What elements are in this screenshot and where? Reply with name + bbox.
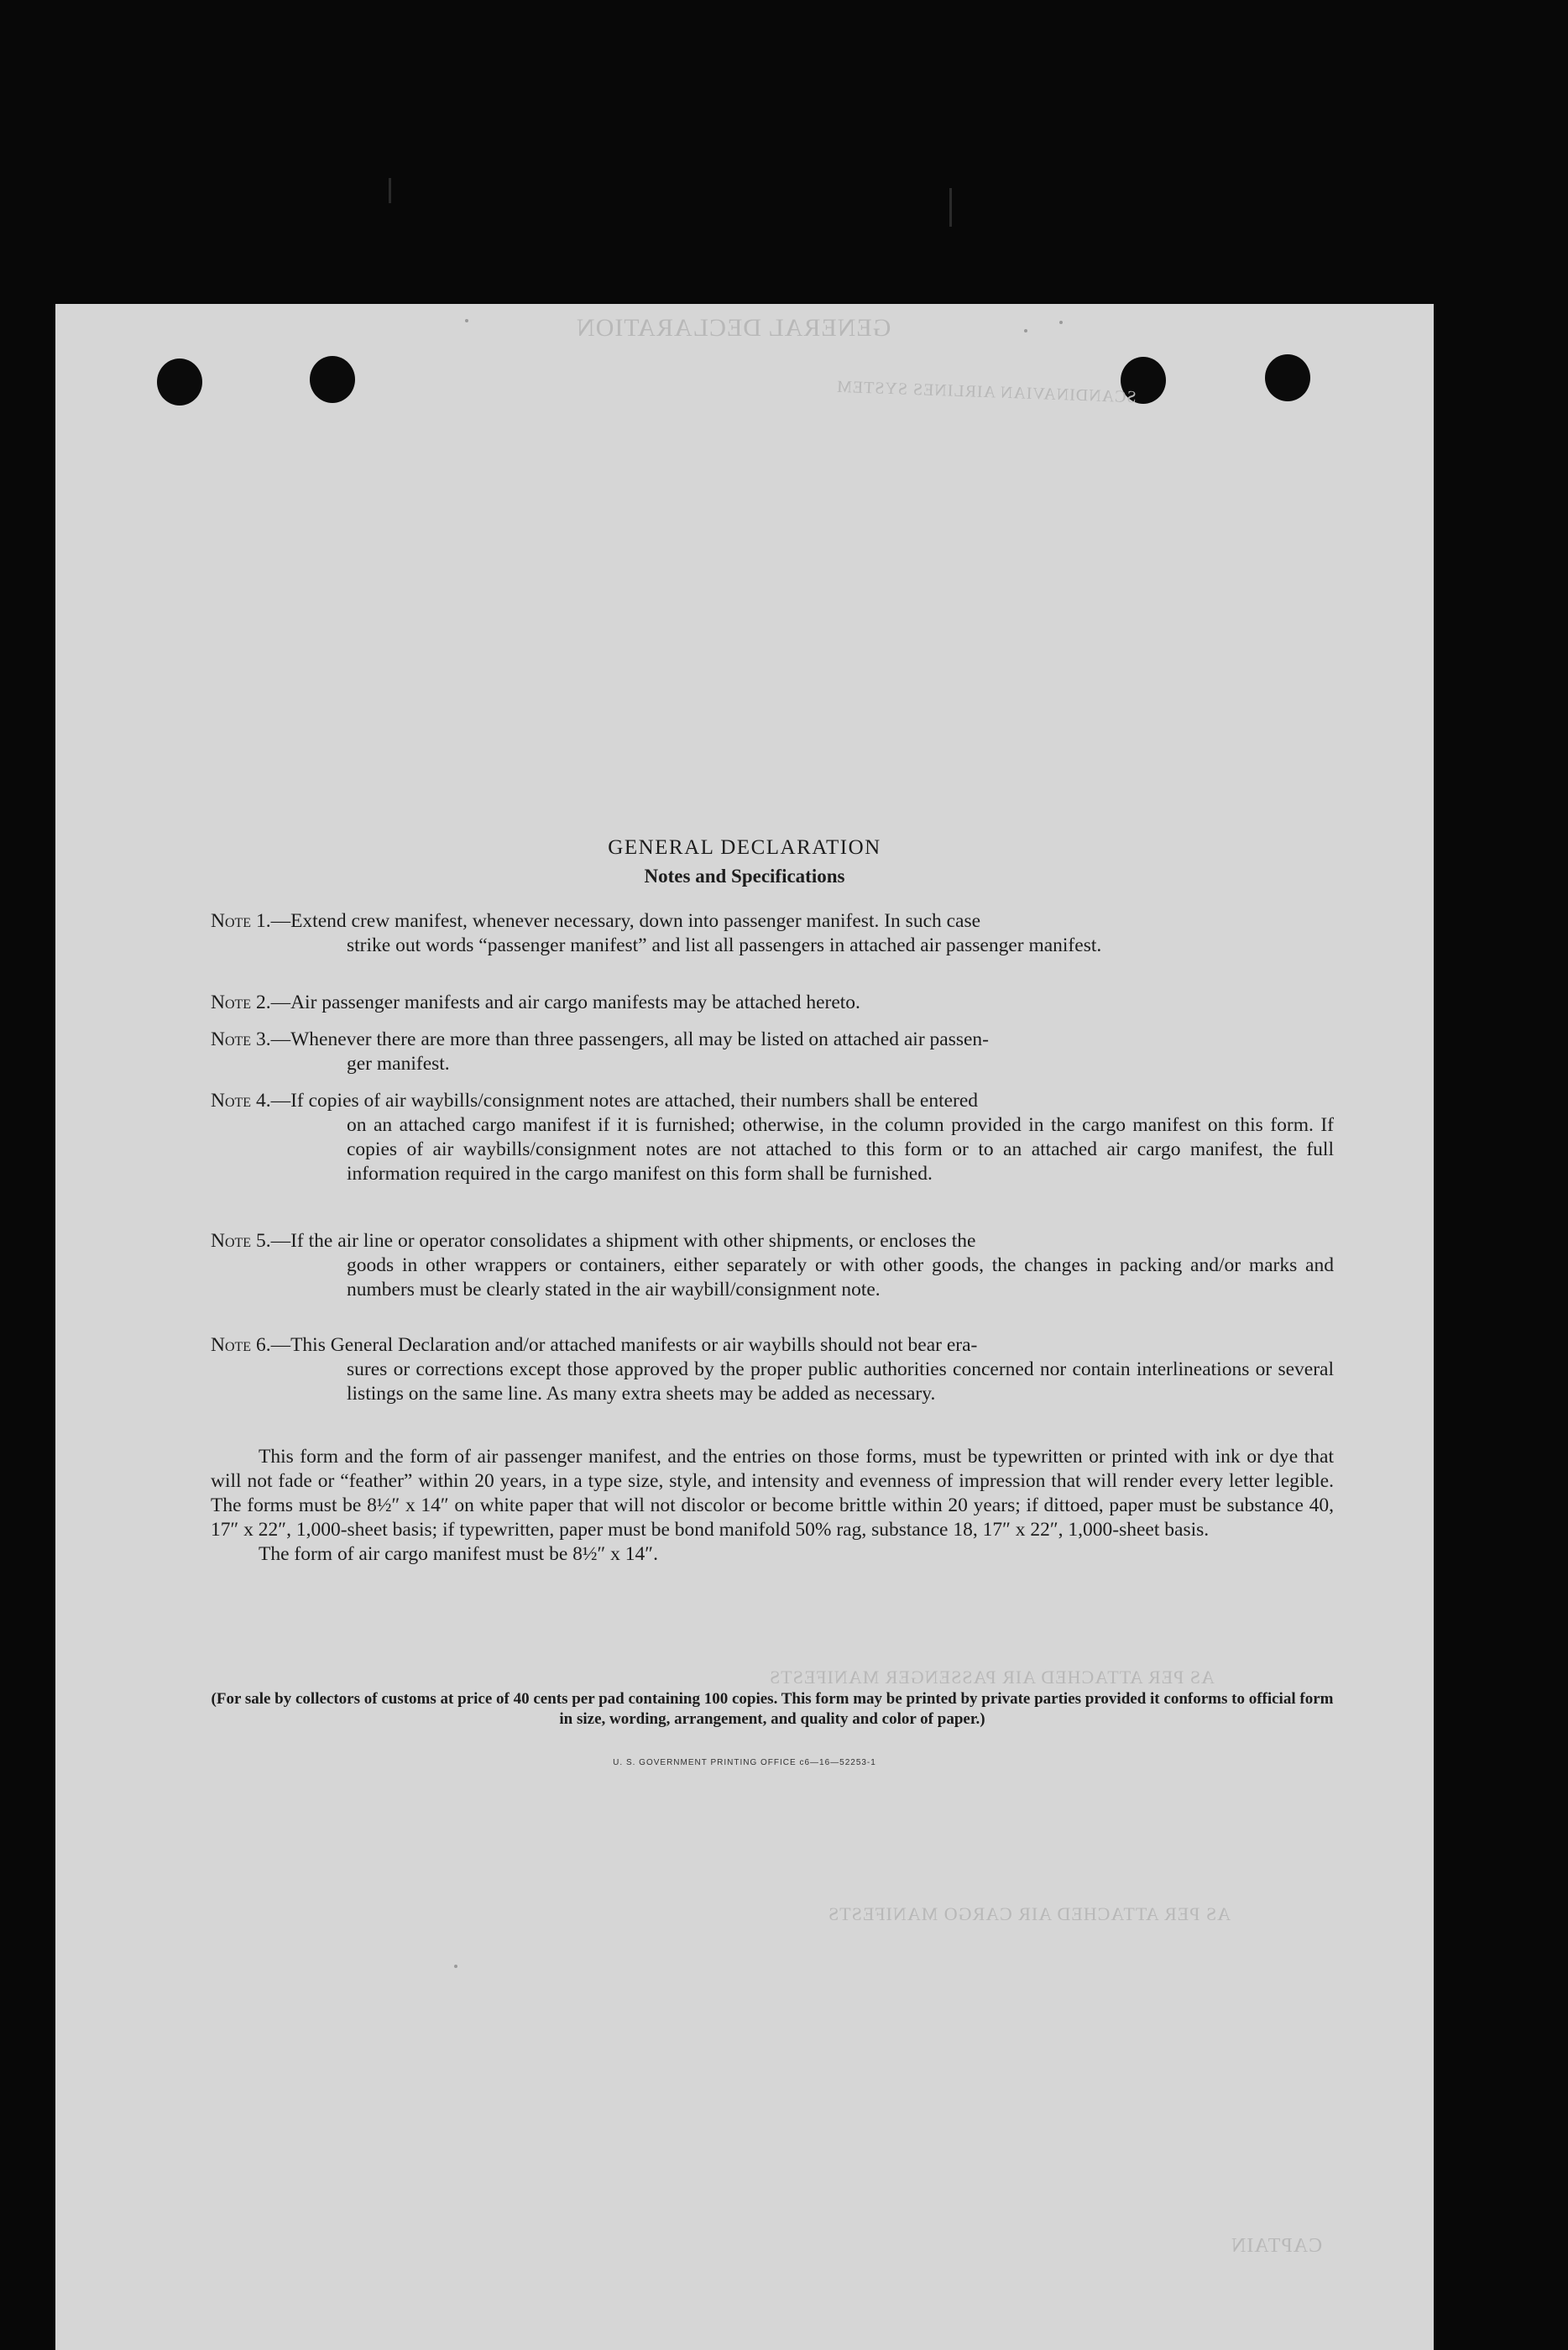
bleed-through-passenger: AS PER ATTACHED AIR PASSENGER MANIFESTS (769, 1667, 1215, 1688)
paragraph-text: This form and the form of air passenger manifest, and the entries on those forms, must be typewritten or printed with ink or dye that will not fade or “feather” within 20 years, in a type size, style, and intensity and evenness of impression that will render every letter legible. The forms must be 8½″ x 14″ on white paper that will not discolor or become brittle within 20 years; if dittoed, paper must be substance 40, 17″ x 22″, 1,000-sheet basis; if typewritten, paper must be bond manifold 50% rag, substance 18, 17″ x 22″, 1,000-sheet basis. (211, 1446, 1334, 1541)
note-continuation: goods in other wrappers or containers, either separately or with other goods, the changes in packing and/or marks and numbers must be clearly stated in the air waybill/consignment note. (347, 1254, 1334, 1301)
note-label: Note 2. (211, 992, 271, 1013)
note-label: Note 6. (211, 1334, 271, 1356)
sale-notice: (For sale by collectors of customs at price of 40 cents per pad containing 100 copies. This form may be printed by private parties provided it conforms to official form in size, wording, arrangement, and quality and color of paper.) (211, 1690, 1334, 1728)
note-2 (211, 991, 1334, 1015)
note-continuation: strike out words “passenger manifest” and list all passengers in attached air passenger manifest. (347, 934, 1102, 956)
bleed-through-cargo: AS PER ATTACHED AIR CARGO MANIFESTS (828, 1903, 1231, 1924)
note-text: —If copies of air waybills/consignment notes are attached, their numbers shall be entered (270, 1090, 979, 1112)
bleed-through-airline: SCANDINAVIAN AIRLINES SYSTEM (835, 377, 1137, 407)
note-text: —Whenever there are more than three passengers, all may be listed on attached air passen- (270, 1028, 989, 1050)
declaration-content (55, 304, 1434, 2350)
note-text: —Extend crew manifest, whenever necessary, down into passenger manifest. In such case (270, 910, 981, 932)
note-continuation: sures or corrections except those approved by the proper public authorities concerned nor contain interlineations or several listings on the same line. As many extra sheets may be added as necessary. (347, 1358, 1334, 1405)
bleed-through-header: GENERAL DECLARATION (576, 314, 891, 342)
note-label: Note 4. (211, 1090, 271, 1112)
note-1 (211, 909, 1334, 958)
note-4 (211, 1089, 1334, 1186)
note-label: Note 5. (211, 1230, 271, 1252)
note-3 (211, 1028, 1334, 1076)
bleed-through-captain: CAPTAIN (1231, 2235, 1323, 2257)
document-page (55, 304, 1434, 2350)
note-text: —This General Declaration and/or attached manifests or air waybills should not bear era- (270, 1334, 978, 1356)
note-text: —Air passenger manifests and air cargo manifests may be attached hereto. (270, 992, 860, 1013)
note-text: —If the air line or operator consolidates a shipment with other shipments, or encloses the (270, 1230, 976, 1252)
note-label: Note 3. (211, 1028, 271, 1050)
note-6 (211, 1333, 1334, 1406)
note-5 (211, 1229, 1334, 1302)
note-continuation: ger manifest. (347, 1053, 450, 1075)
note-continuation: on an attached cargo manifest if it is furnished; otherwise, in the column provided in the cargo manifest on this form. If copies of air waybills/consignment notes are not attached to this form or to an attached air cargo manifest, the full information required in the cargo manifest on this form shall be furnished. (347, 1114, 1334, 1185)
specification-paragraph (211, 1445, 1334, 1567)
page-title: GENERAL DECLARATION (608, 836, 881, 859)
film-scratch (389, 178, 391, 203)
paragraph-text-cargo: The form of air cargo manifest must be 8½″ x 14″. (259, 1543, 658, 1565)
film-scratch (949, 188, 952, 227)
note-label: Note 1. (211, 910, 271, 932)
page-subtitle: Notes and Specifications (644, 866, 845, 887)
printing-office-line: U. S. GOVERNMENT PRINTING OFFICE c6—16—52253-1 (613, 1758, 876, 1767)
